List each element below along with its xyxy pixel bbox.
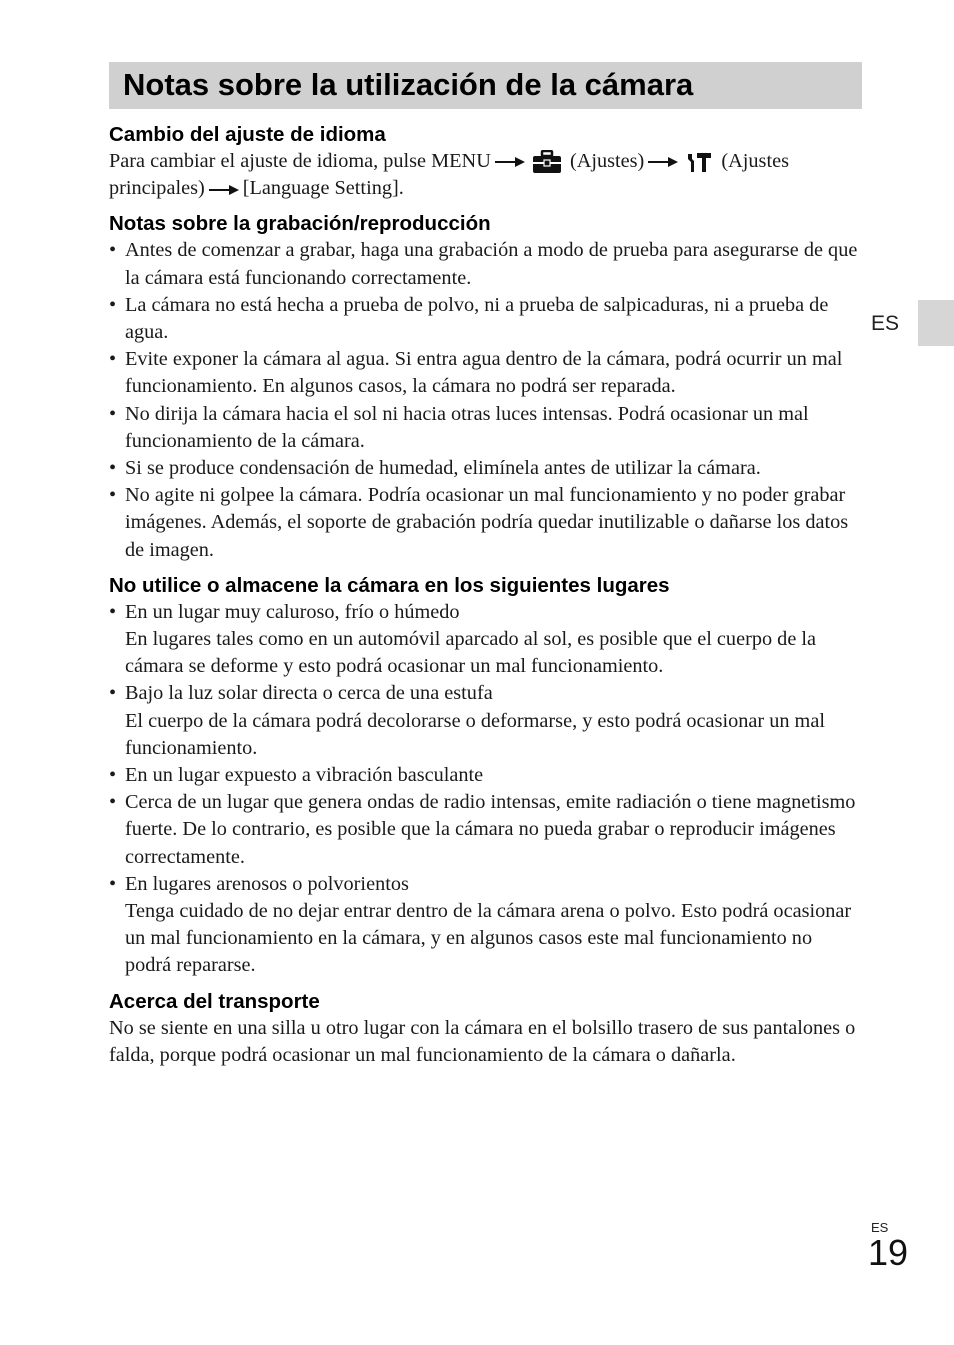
list-item: • Antes de comenzar a grabar, haga una grabación a modo de prueba para asegurarse de que la cámara está funcionando correctamente. [109, 237, 861, 291]
section-heading: No utilice o almacene la cámara en los siguientes lugares [109, 573, 670, 597]
section-language [109, 122, 861, 202]
section-heading: Notas sobre la grabación/reproducción [109, 212, 491, 236]
footer-lang: ES [871, 1220, 889, 1235]
list-item-body: Tenga cuidado de no dejar entrar dentro de la cámara arena o polvo. Esto podrá ocasionar un mal funcionamiento en la cámara, y en algunos casos este mal funcionamiento no podrá repararse. [125, 900, 852, 977]
arrow-right-icon [648, 156, 678, 168]
section-paragraph [109, 148, 861, 202]
bullet-list [109, 599, 861, 980]
list-item-head: • En lugares arenosos o polvorientos [125, 872, 409, 895]
section-locations [109, 573, 861, 980]
list-item: • La cámara no está hecha a prueba de polvo, ni a prueba de salpicaduras, ni a prueba de agua. [109, 292, 861, 346]
list-item: • No agite ni golpee la cámara. Podría ocasionar un mal funcionamiento y no poder grabar imágenes. Además, el soporte de grabación podría quedar inutilizable o dañarse los datos de imagen. [109, 482, 861, 564]
title-bar [109, 62, 862, 109]
list-item [109, 789, 861, 871]
list-item: • Evite exponer la cámara al agua. Si entra agua dentro de la cámara, podrá ocurrir un mal funcionamiento. En algunos casos, la cámara no podrá ser reparada. [109, 346, 861, 400]
arrow-right-icon [209, 184, 239, 196]
list-item [109, 599, 861, 681]
list-item-head: • Cerca de un lugar que genera ondas de radio intensas, emite radiación o tiene magnetismo fuerte. De lo contrario, es posible que la cámara no pueda grabar o reproducir imágenes correctamente. [125, 791, 856, 868]
list-item-head: • Bajo la luz solar directa o cerca de una estufa [125, 682, 493, 705]
section-recording [109, 211, 861, 563]
side-tab [918, 300, 954, 346]
list-item [109, 680, 861, 762]
setup-tools-icon [685, 151, 713, 173]
settings-toolbox-icon [532, 150, 562, 174]
paragraph-text: (Ajustes principales) [109, 150, 789, 200]
arrow-right-icon [495, 156, 525, 168]
list-item-body: En lugares tales como en un automóvil aparcado al sol, es posible que el cuerpo de la cámara se deforme y esto podrá ocasionar un mal funcionamiento. [125, 628, 817, 678]
section-heading: Cambio del ajuste de idioma [109, 123, 386, 146]
list-item: • No dirija la cámara hacia el sol ni hacia otras luces intensas. Podrá ocasionar un mal funcionamiento de la cámara. [109, 401, 861, 455]
paragraph-text: (Ajustes) [569, 150, 645, 172]
page-title: Notas sobre la utilización de la cámara [123, 67, 694, 102]
list-item-head: • En un lugar expuesto a vibración basculante [125, 764, 484, 787]
list-item-head: • En un lugar muy caluroso, frío o húmedo [125, 600, 460, 623]
bullet-list [109, 237, 861, 563]
list-item-body: El cuerpo de la cámara podrá decolorarse o deformarse, y esto podrá ocasionar un mal funcionamiento. [125, 709, 825, 759]
section-transport [109, 989, 861, 1069]
paragraph-text: [Language Setting]. [242, 177, 404, 200]
side-tab-label: ES [871, 312, 900, 335]
list-item [109, 871, 861, 980]
section-heading: Acerca del transporte [109, 989, 320, 1013]
paragraph-text: Para cambiar el ajuste de idioma, pulse MENU [109, 150, 491, 172]
list-item: • Si se produce condensación de humedad, elimínela antes de utilizar la cámara. [109, 455, 861, 482]
page-number: 19 [868, 1232, 909, 1273]
list-item [109, 762, 861, 789]
content [109, 122, 861, 1078]
section-paragraph: No se siente en una silla u otro lugar con la cámara en el bolsillo trasero de sus pantalones o falda, porque podrá ocasionar un mal funcionamiento de la cámara o dañarla. [109, 1016, 856, 1066]
